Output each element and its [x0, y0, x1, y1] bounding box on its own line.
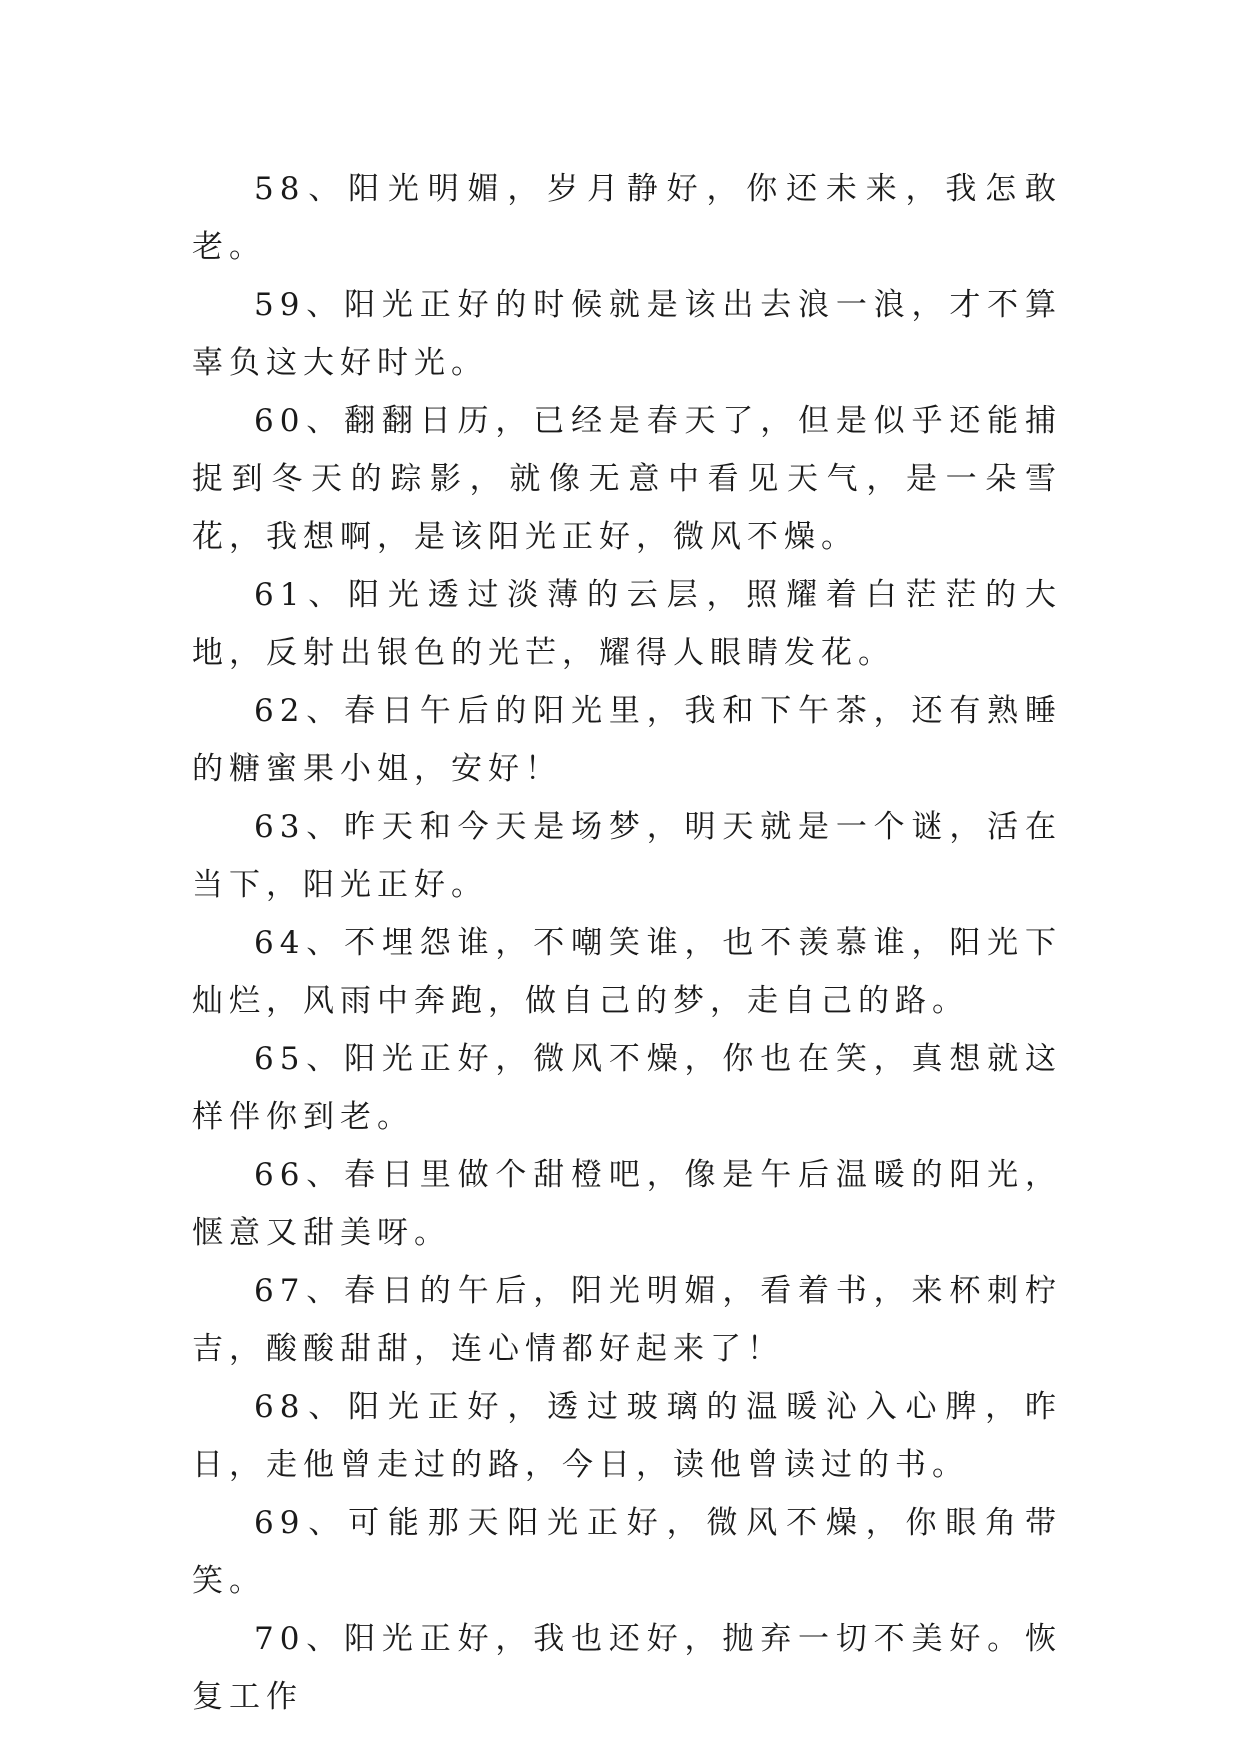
paragraph-59: 59、阳光正好的时候就是该出去浪一浪，才不算辜负这大好时光。: [192, 287, 1062, 381]
paragraph-64: 64、不埋怨谁，不嘲笑谁，也不羡慕谁，阳光下灿烂，风雨中奔跑，做自己的梦，走自己的路。: [192, 925, 1062, 1019]
paragraph-63: 63、昨天和今天是场梦，明天就是一个谜，活在当下，阳光正好。: [192, 809, 1062, 903]
paragraph-69: 69、可能那天阳光正好，微风不燥，你眼角带笑。: [192, 1505, 1062, 1599]
paragraph-65: 65、阳光正好，微风不燥，你也在笑，真想就这样伴你到老。: [192, 1041, 1062, 1135]
paragraph-67: 67、春日的午后，阳光明媚，看着书，来杯刺柠吉，酸酸甜甜，连心情都好起来了！: [192, 1273, 1062, 1367]
paragraph-66: 66、春日里做个甜橙吧，像是午后温暖的阳光，惬意又甜美呀。: [192, 1157, 1062, 1251]
paragraph-68: 68、阳光正好，透过玻璃的温暖沁入心脾，昨日，走他曾走过的路，今日，读他曾读过的书。: [192, 1389, 1062, 1483]
paragraph-58: 58、阳光明媚，岁月静好，你还未来，我怎敢老。: [192, 171, 1062, 265]
paragraph-60: 60、翻翻日历，已经是春天了，但是似乎还能捕捉到冬天的踪影，就像无意中看见天气，是一朵雪花，我想啊，是该阳光正好，微风不燥。: [192, 403, 1062, 555]
paragraph-70: 70、阳光正好，我也还好，抛弃一切不美好。恢复工作: [192, 1621, 1062, 1715]
paragraph-61: 61、阳光透过淡薄的云层，照耀着白茫茫的大地，反射出银色的光芒，耀得人眼睛发花。: [192, 577, 1062, 671]
document-body: [192, 160, 1062, 1726]
paragraph-62: 62、春日午后的阳光里，我和下午茶，还有熟睡的糖蜜果小姐，安好！: [192, 693, 1062, 787]
